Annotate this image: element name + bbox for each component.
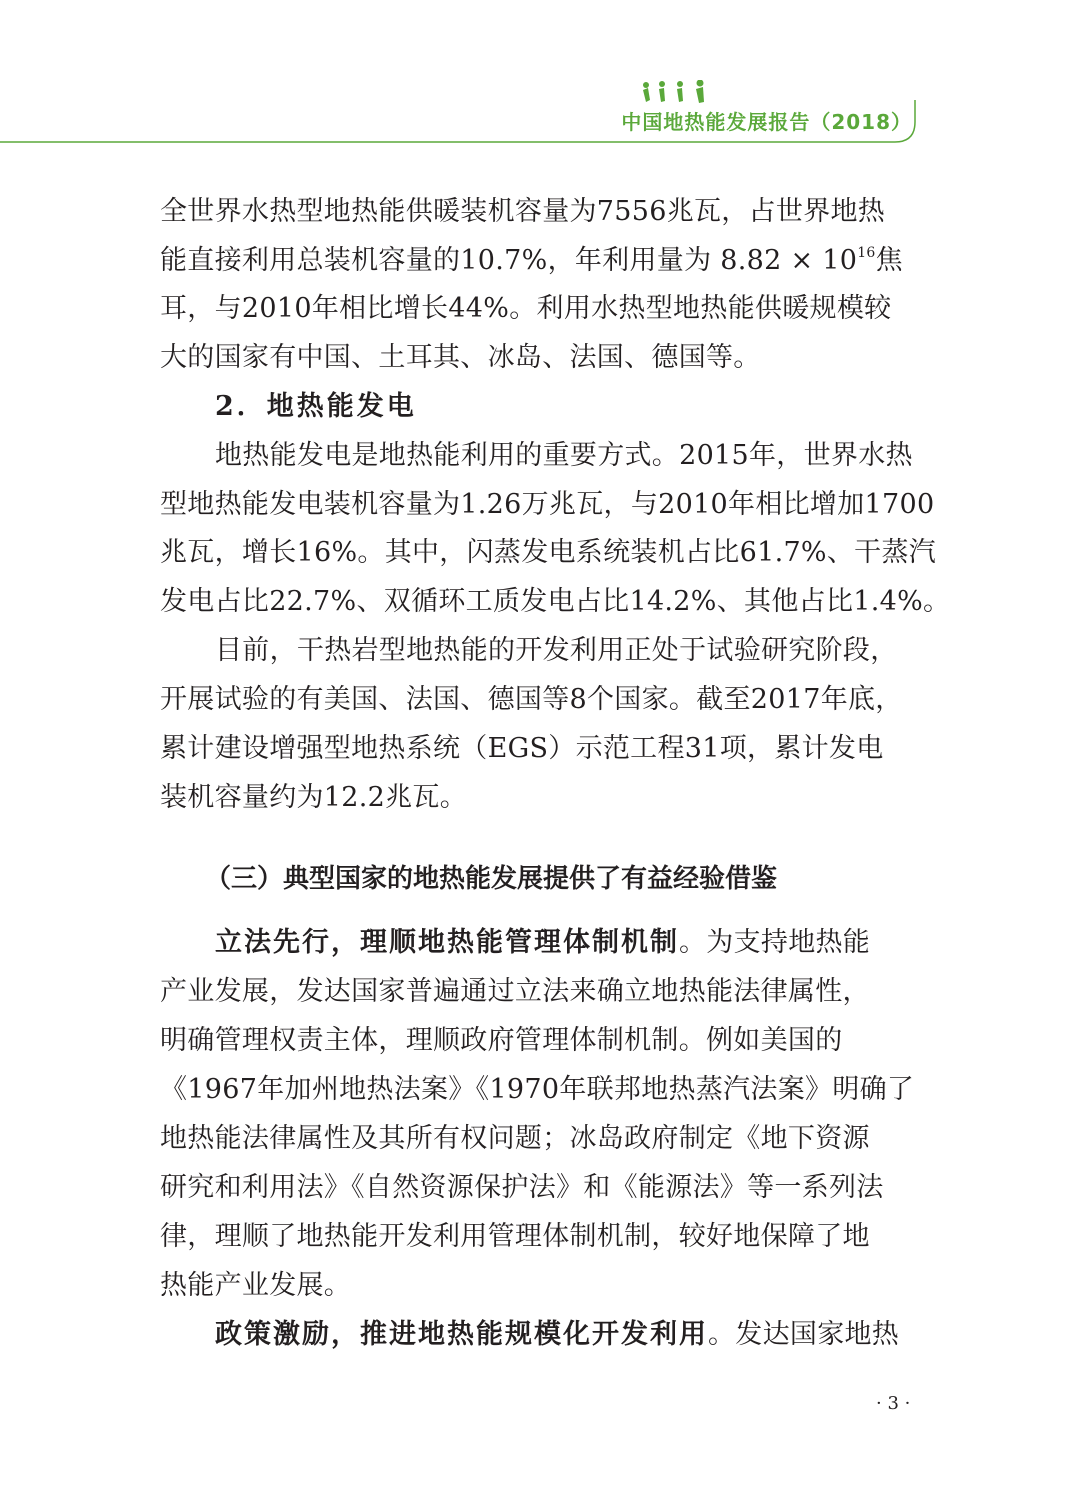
text-line: 型地热能发电装机容量为1.26万兆瓦，与2010年相比增加1700 xyxy=(160,489,935,520)
text-line: 兆瓦，增长16%。其中，闪蒸发电系统装机占比61.7%、干蒸汽 xyxy=(160,537,937,568)
section-heading: （三）典型国家的地热能发展提供了有益经验借鉴 xyxy=(205,864,778,894)
report-title: 中国地热能发展报告（2018） xyxy=(621,110,912,134)
page-number: · 3 · xyxy=(876,1393,911,1414)
header-rule xyxy=(0,0,1080,160)
text-line: 政策激励，推进地热能规模化开发利用。发达国家地热 xyxy=(215,1319,900,1350)
text-line: 发电占比22.7%、双循环工质发电占比14.2%、其他占比1.4%。 xyxy=(160,586,951,617)
subheading: 2．地热能发电 xyxy=(215,391,417,422)
text-line: 耳，与2010年相比增长44%。利用水热型地热能供暖规模较 xyxy=(160,293,892,324)
bold-lead: 立法先行，理顺地热能管理体制机制 xyxy=(215,927,679,958)
text-line: 产业发展，发达国家普遍通过立法来确立地热能法律属性， xyxy=(160,976,870,1007)
text-line: 全世界水热型地热能供暖装机容量为7556兆瓦，占世界地热 xyxy=(160,196,886,227)
text-line: 开展试验的有美国、法国、德国等8个国家。截至2017年底， xyxy=(160,684,903,715)
text-line: 装机容量约为12.2兆瓦。 xyxy=(160,782,468,813)
person-figures-icon xyxy=(638,80,718,106)
text-line: 累计建设增强型地热系统（EGS）示范工程31项，累计发电 xyxy=(160,733,884,764)
text-line: 大的国家有中国、土耳其、冰岛、法国、德国等。 xyxy=(160,342,761,373)
text-line: 明确管理权责主体，理顺政府管理体制机制。例如美国的 xyxy=(160,1025,843,1056)
text-line: 地热能法律属性及其所有权问题；冰岛政府制定《地下资源 xyxy=(160,1123,870,1154)
text-line: 《1967年加州地热法案》《1970年联邦地热蒸汽法案》明确了 xyxy=(160,1074,915,1105)
text-line: 地热能发电是地热能利用的重要方式。2015年，世界水热 xyxy=(215,440,913,471)
text-line: 热能产业发展。 xyxy=(160,1270,352,1301)
superscript: 16 xyxy=(857,245,876,261)
bold-lead: 政策激励，推进地热能规模化开发利用 xyxy=(215,1319,708,1350)
text-line: 立法先行，理顺地热能管理体制机制。为支持地热能 xyxy=(215,927,871,958)
text-line: 研究和利用法》《自然资源保护法》和《能源法》等一系列法 xyxy=(160,1172,884,1203)
text-line: 目前，干热岩型地热能的开发利用正处于试验研究阶段， xyxy=(215,635,898,666)
text-line: 律，理顺了地热能开发利用管理体制机制，较好地保障了地 xyxy=(160,1221,870,1252)
text-line: 能直接利用总装机容量的10.7%，年利用量为 $8.82 \times 10^{16}$焦 xyxy=(160,245,903,276)
